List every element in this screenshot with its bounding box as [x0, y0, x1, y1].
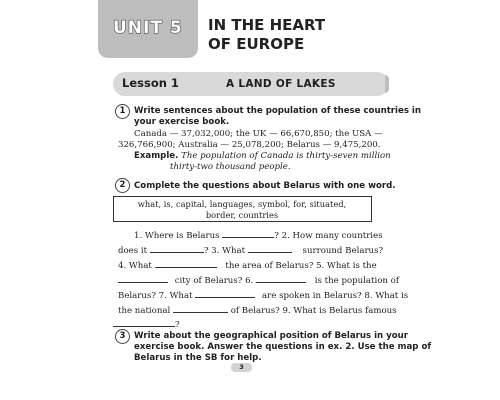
answer-blank[interactable]	[150, 244, 204, 253]
exercise-3-instruction	[134, 331, 431, 364]
exercise-1-number: 1	[115, 104, 130, 119]
exercise-1-data-line-1: Canada — 37,032,000; the UK — 66,670,850; the USA —	[134, 129, 383, 139]
answer-blank[interactable]	[248, 244, 292, 253]
lesson-title: A LAND OF LAKES	[226, 78, 336, 90]
answer-blank[interactable]	[173, 304, 228, 313]
unit-title-line-2: OF EUROPE	[208, 35, 305, 53]
exercise-2-instruction: Complete the questions about Belarus with one word.	[134, 181, 396, 191]
exercise-1-instruction	[134, 106, 421, 128]
example-label: Example.	[134, 151, 179, 161]
answer-blank[interactable]	[222, 229, 274, 238]
question-line-2: does it ? 3. What surround Belarus?	[118, 246, 384, 256]
exercise-3-instruction-line-2: exercise book. Answer the questions in ex. 2. Use the map of	[134, 342, 432, 352]
answer-blank[interactable]	[155, 259, 217, 268]
unit-label: UNIT 5	[113, 18, 183, 38]
word-box-text	[115, 199, 369, 220]
exercise-3-number: 3	[115, 329, 130, 344]
example-text-line-2: thirty-two thousand people.	[170, 162, 291, 172]
answer-blank[interactable]	[195, 289, 255, 298]
question-line-1: 1. Where is Belarus ? 2. How many countries	[134, 231, 383, 241]
exercise-1-instruction-line-2: your exercise book.	[134, 117, 230, 127]
question-line-6: the national of Belarus? 9. What is Belarus famous	[118, 306, 397, 316]
exercise-2-number: 2	[115, 178, 130, 193]
answer-blank[interactable]	[256, 274, 306, 283]
lesson-label: Lesson 1	[122, 76, 179, 90]
exercise-3-instruction-line-3: Belarus in the SB for help.	[134, 353, 262, 363]
unit-title-line-1: IN THE HEART	[208, 16, 326, 34]
exercise-1-instruction-line-1: Write sentences about the population of these countries in	[134, 106, 421, 116]
example-text-line-1: The population of Canada is thirty-seven million	[181, 151, 391, 161]
exercise-3-instruction-line-1: Write about the geographical position of Belarus in your	[134, 331, 409, 341]
question-line-4: city of Belarus? 6. is the population of	[118, 274, 399, 286]
word-box-line-2: border, countries	[205, 209, 279, 220]
word-box-line-1: what, is, capital, languages, symbol, for, situated,	[137, 199, 347, 209]
separator-line	[113, 326, 155, 327]
unit-title	[208, 16, 325, 54]
page-number: 3	[231, 363, 252, 372]
exercise-1-example	[134, 151, 391, 162]
question-line-7: ?	[118, 318, 180, 330]
answer-blank[interactable]	[118, 274, 168, 283]
exercise-1-data-line-2: 326,766,900; Australia — 25,078,200; Belarus — 9,475,200.	[118, 140, 381, 150]
question-line-3: 4. What the area of Belarus? 5. What is the	[118, 261, 377, 271]
question-line-5: Belarus? 7. What are spoken in Belarus? 8. What is	[118, 291, 409, 301]
